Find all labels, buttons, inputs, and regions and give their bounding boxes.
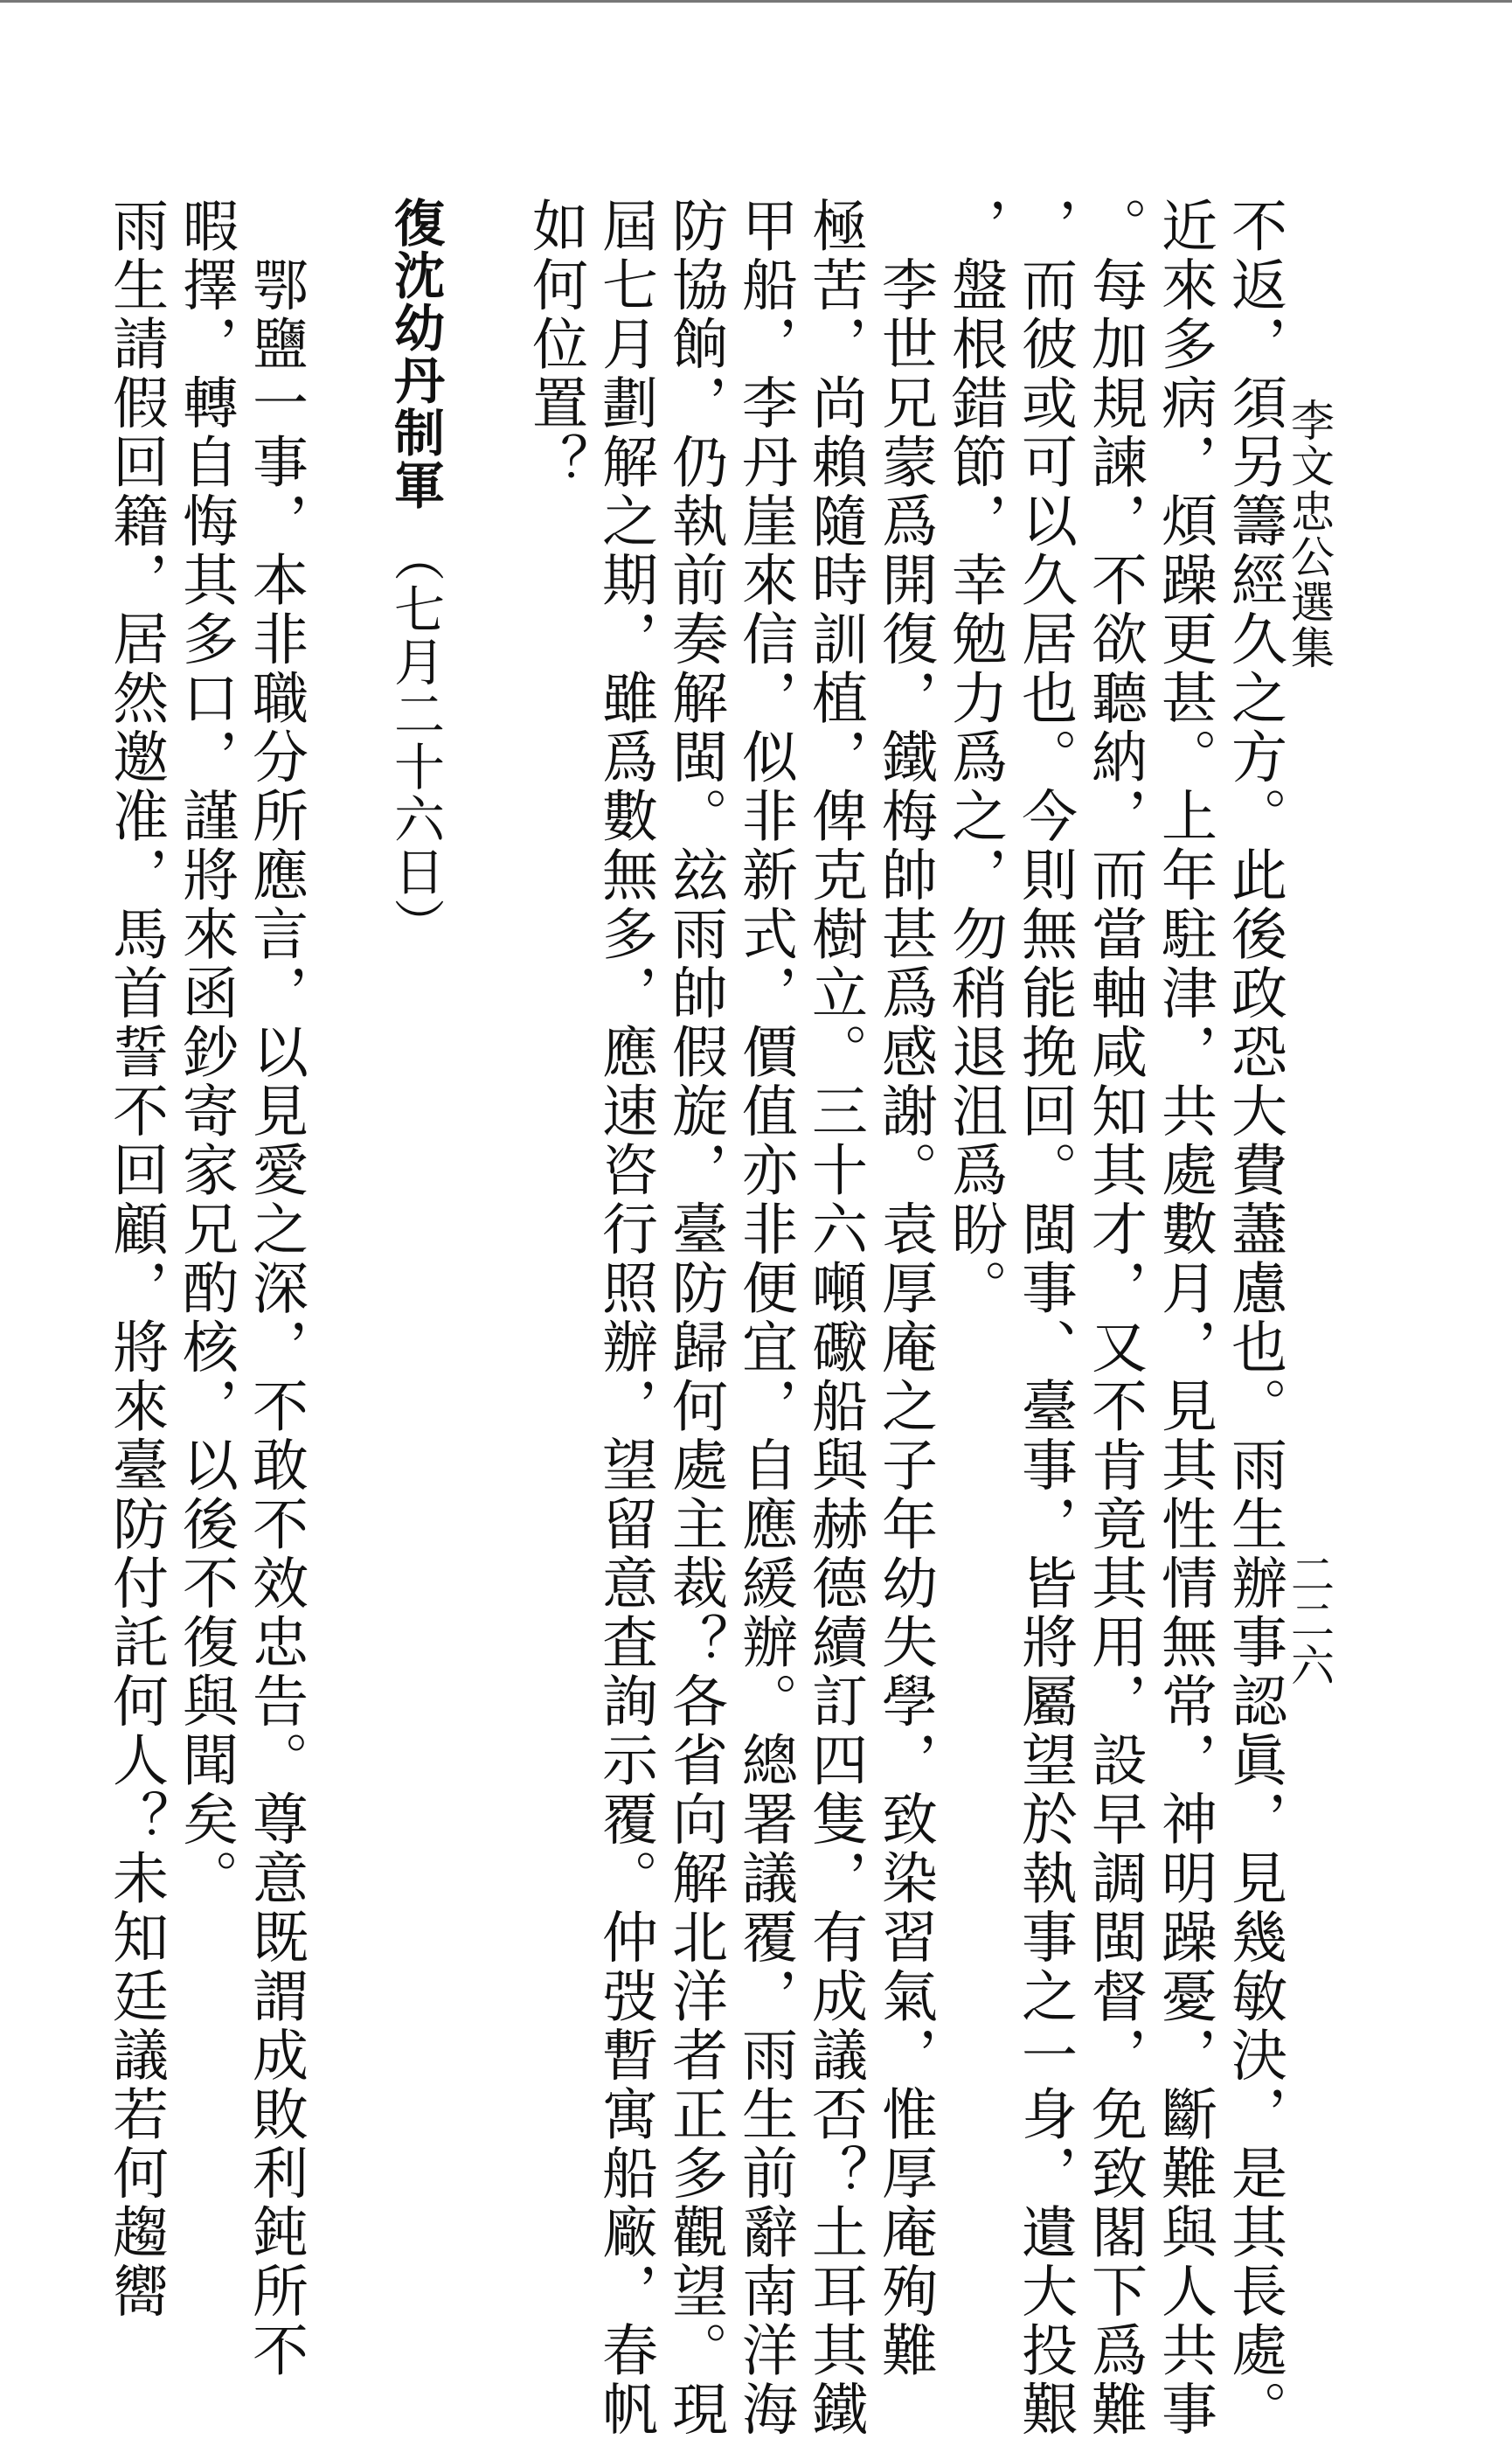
page-number: 二二六 [1284, 1552, 1335, 1688]
text-column: 如何位置？ [523, 197, 587, 492]
text-column: ，盤根錯節，幸勉力爲之，勿稍退沮爲盼。 [942, 197, 1007, 1318]
book-title: 李文忠公選集 [1284, 398, 1335, 671]
text-column: 極苦，尚賴隨時訓植，俾克樹立。三十六噸礮船與赫德續訂四隻，有成議否？土耳其鐵 [802, 197, 867, 2439]
section-heading [380, 197, 450, 2032]
section-heading-title: 復沈幼丹制軍 [385, 197, 445, 511]
text-column: 暇擇，轉自悔其多口，謹將來函鈔寄家兄酌核，以後不復與聞矣。 [173, 197, 238, 1908]
text-column: 近來多病，煩躁更甚。上年駐津，共處數月，見其性情無常，神明躁憂，斷難與人共事 [1152, 197, 1217, 2439]
top-rule [0, 0, 1512, 3]
text-column: 屆七月劃解之期，雖爲數無多，應速咨行照辦，望留意査詢示覆。仲弢暫寓船廠，春帆 [593, 197, 657, 2439]
blank-column [310, 197, 380, 2032]
blank-column [450, 197, 520, 2032]
text-column: 李世兄蒙爲開復，鐵梅帥甚爲感謝。袁厚庵之子年幼失學，致染習氣，惟厚庵殉難 [872, 197, 937, 2380]
text-column: 甲船，李丹崖來信，似非新式，價值亦非便宜，自應緩辦。總署議覆，雨生前辭南洋海 [732, 197, 797, 2439]
text-column: 鄂鹽一事，本非職分所應言，以見愛之深，不敢不效忠告。尊意既謂成敗利鈍所不 [243, 197, 308, 2380]
text-column: 雨生請假回籍，居然邀准，馬首誓不回顧，將來臺防付託何人？未知廷議若何趨嚮 [103, 197, 168, 2321]
body-text [101, 197, 1289, 2439]
text-column: 。每加規諫，不欲聽納，而當軸咸知其才，又不肯竟其用，設早調閩督，免致閣下爲難 [1082, 197, 1147, 2439]
section-heading-date: （七月二十六日） [385, 531, 445, 951]
text-column: 不返，須另籌經久之方。此後政恐大費藎慮也。雨生辦事認眞，見幾敏決，是其長處。 [1222, 197, 1287, 2439]
text-column: 防協餉，仍執前奏解閩。玆雨帥假旋，臺防歸何處主裁？各省向解北洋者正多觀望。現 [662, 197, 727, 2439]
text-column: ，而彼或可以久居也。今則無能挽回。閩事、臺事，皆將屬望於執事之一身，遺大投艱 [1012, 197, 1077, 2439]
